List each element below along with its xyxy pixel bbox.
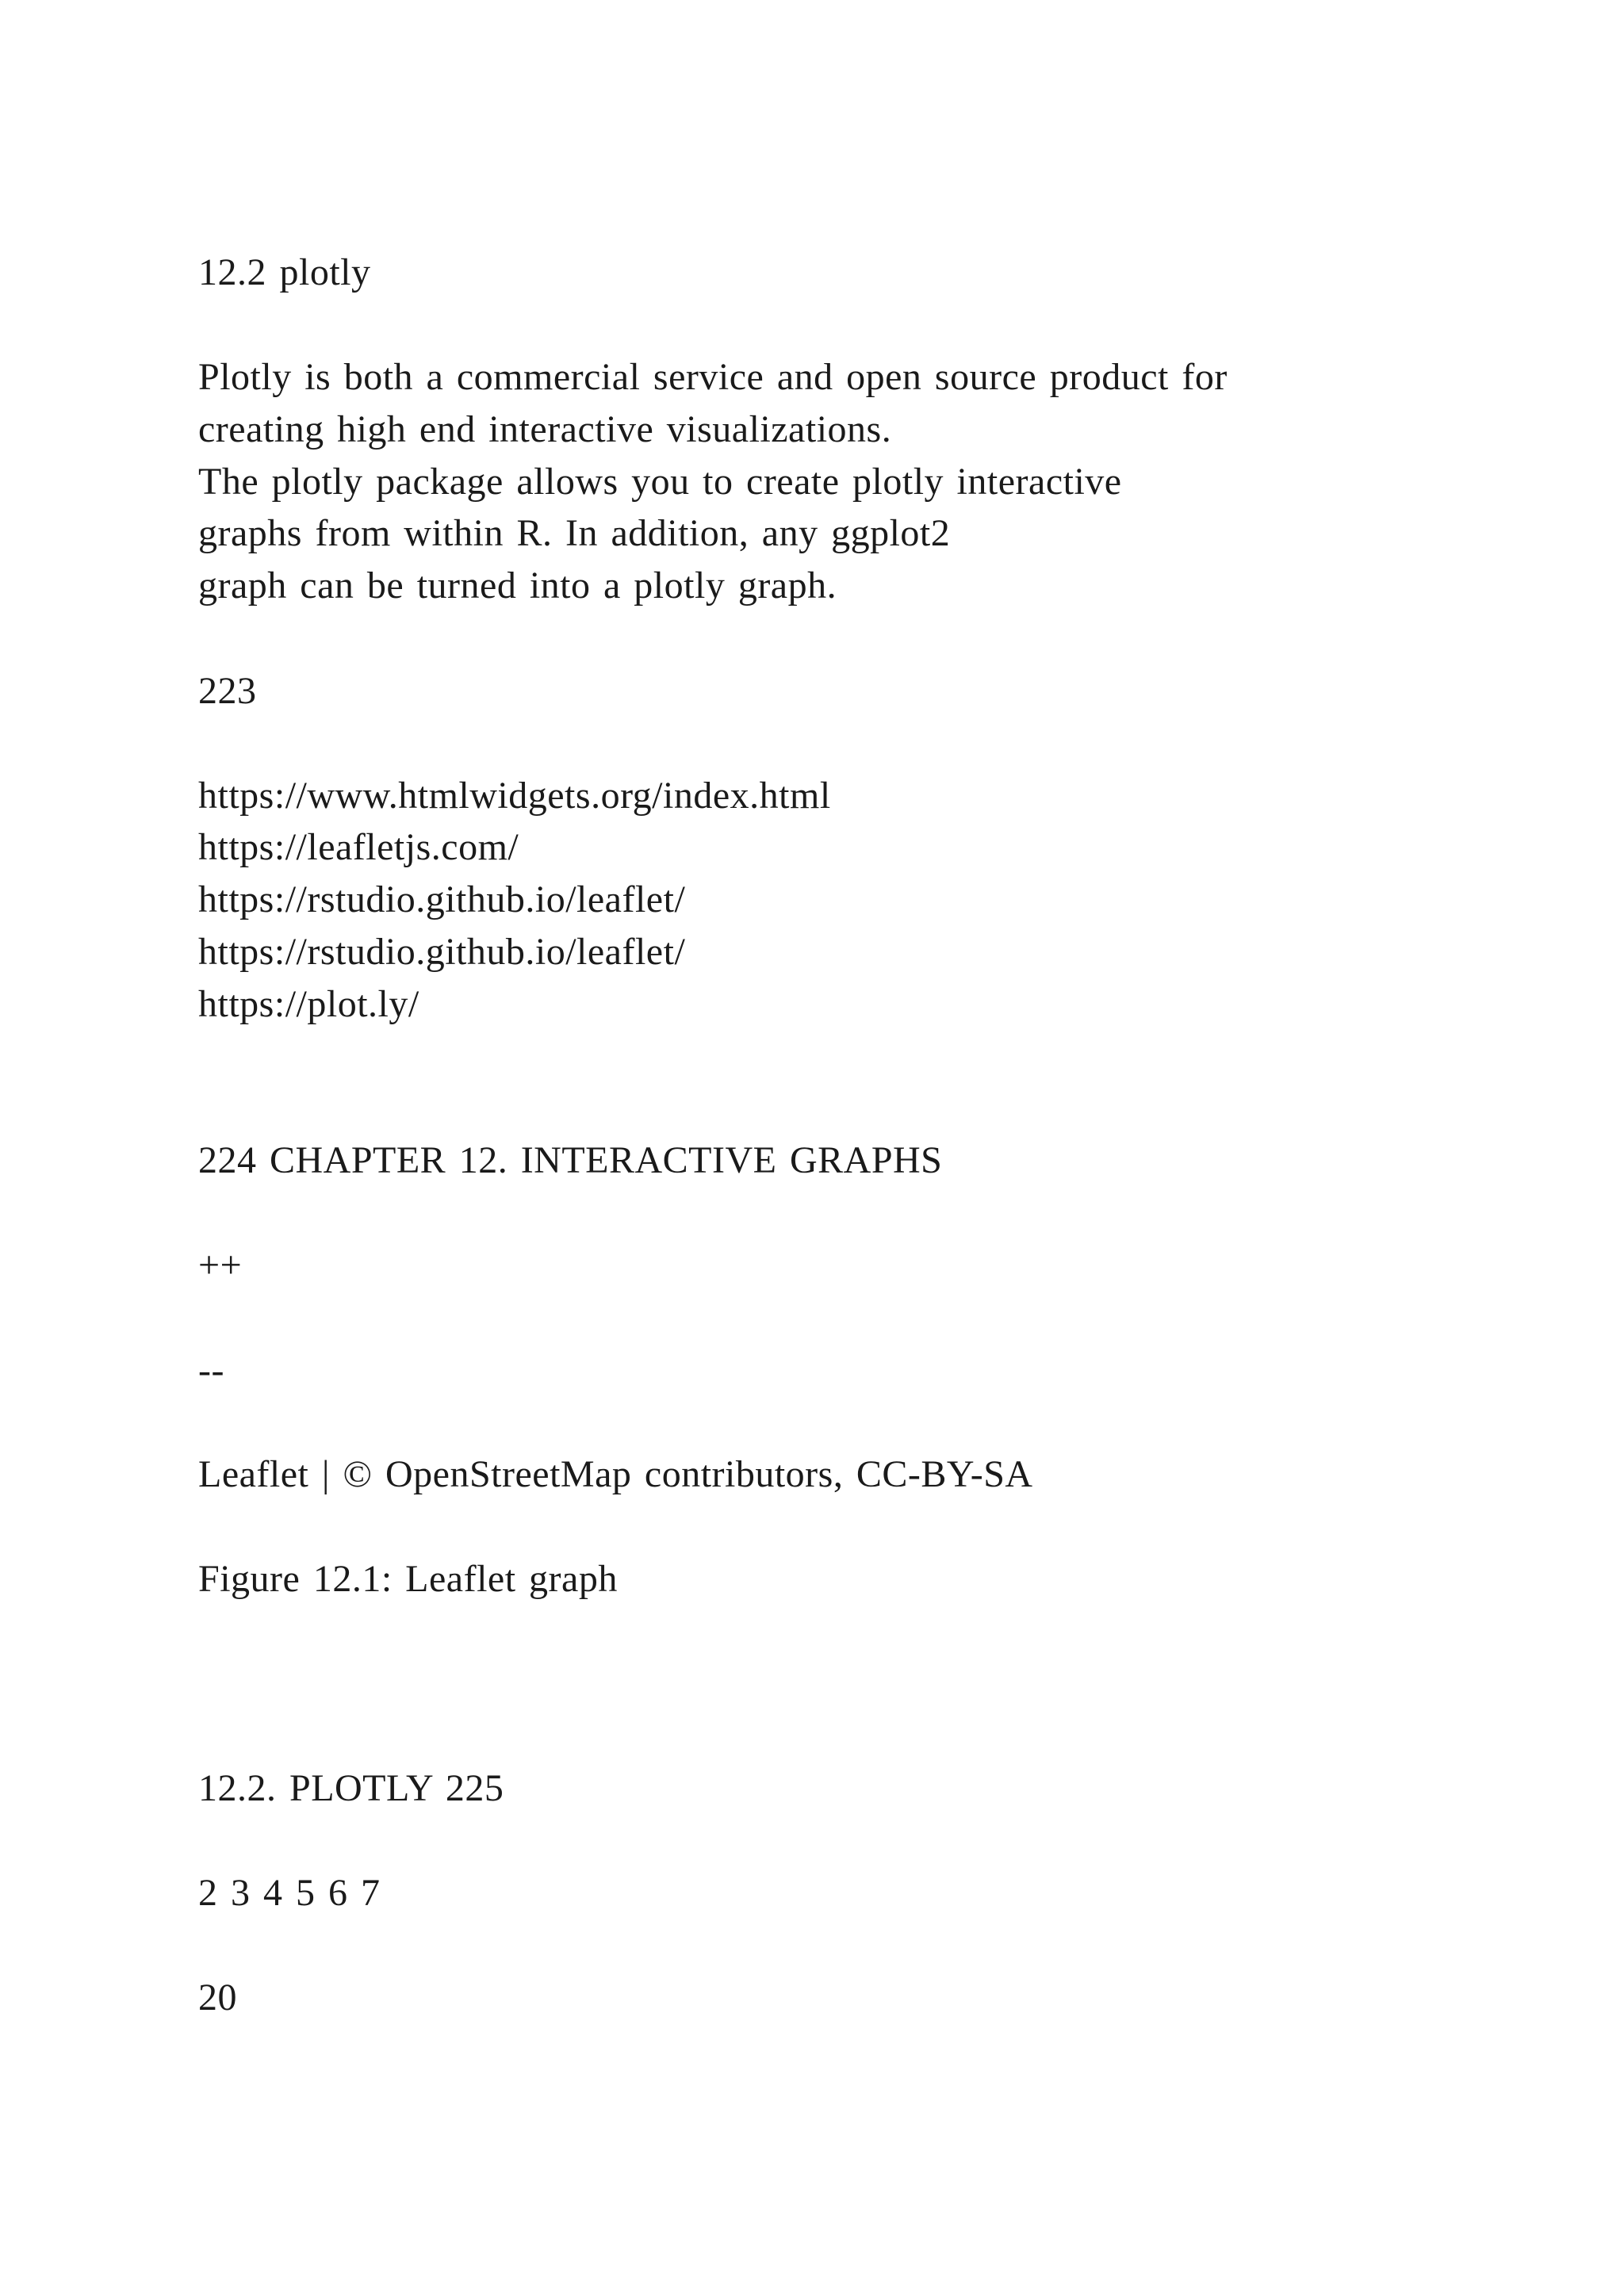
paragraph-line-1: Plotly is both a commercial service and open source product for bbox=[198, 356, 1228, 398]
paragraph-line-2: creating high end interactive visualizations. bbox=[198, 408, 892, 450]
running-header-2: 12.2. PLOTLY 225 bbox=[198, 1767, 504, 1809]
page-number: 223 bbox=[198, 670, 257, 712]
link-leafletjs[interactable]: https://leafletjs.com/ bbox=[198, 826, 519, 868]
axis-tick-labels: 2 3 4 5 6 7 bbox=[198, 1872, 381, 1914]
link-plotly[interactable]: https://plot.ly/ bbox=[198, 983, 419, 1025]
paragraph-line-5: graph can be turned into a plotly graph. bbox=[198, 564, 837, 607]
figure-caption: Figure 12.1: Leaflet graph bbox=[198, 1558, 618, 1600]
paragraph-line-3: The plotly package allows you to create plotly interactive bbox=[198, 461, 1122, 503]
zoom-in-text: ++ bbox=[198, 1244, 243, 1286]
link-htmlwidgets[interactable]: https://www.htmlwidgets.org/index.html bbox=[198, 775, 831, 817]
running-header: 224 CHAPTER 12. INTERACTIVE GRAPHS bbox=[198, 1139, 943, 1181]
section-heading: 12.2 plotly bbox=[198, 251, 371, 293]
zoom-out-text: -- bbox=[198, 1349, 224, 1391]
link-rstudio-leaflet-2[interactable]: https://rstudio.github.io/leaflet/ bbox=[198, 931, 686, 973]
map-attribution: Leaflet | © OpenStreetMap contributors, CC-BY-SA bbox=[198, 1453, 1033, 1495]
axis-value-label: 20 bbox=[198, 1976, 237, 2019]
link-rstudio-leaflet[interactable]: https://rstudio.github.io/leaflet/ bbox=[198, 878, 686, 920]
paragraph-line-4: graphs from within R. In addition, any ggplot2 bbox=[198, 512, 951, 554]
